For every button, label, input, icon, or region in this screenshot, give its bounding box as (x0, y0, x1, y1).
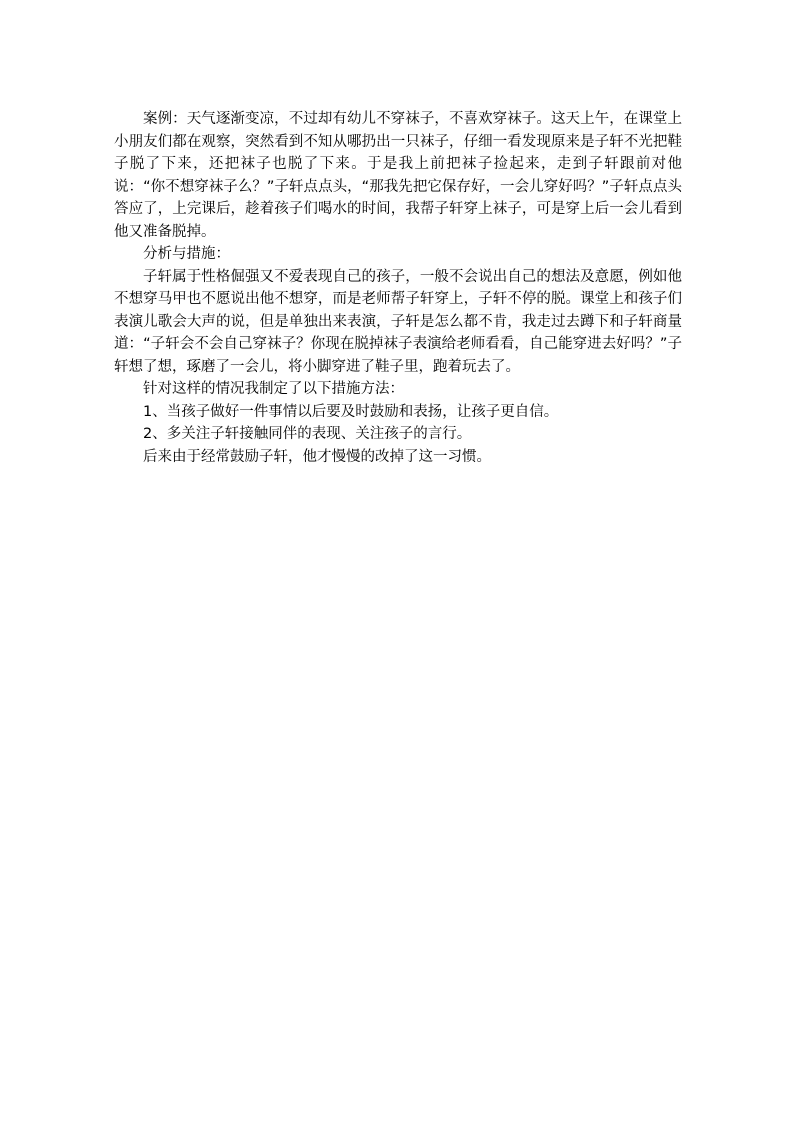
document-body (114, 108, 682, 468)
case-paragraph: 案例：天气逐渐变凉，不过却有幼儿不穿袜子，不喜欢穿袜子。这天上午，在课堂上小朋友们都在观察，突然看到不知从哪扔出一只袜子，仔细一看发现原来是子轩不光把鞋子脱了下来，还把袜子也脱了下来。于是我上前把袜子捡起来，走到子轩跟前对他说：“你不想穿袜子么？”子轩点点头，“那我先把它保存好，一会儿穿好吗？”子轩点点头答应了，上完课后，趁着孩子们喝水的时间，我帮子轩穿上袜子，可是穿上后一会儿看到他又准备脱掉。 (114, 111, 682, 240)
measure-item-2: 2、多关注子轩接触同伴的表现、关注孩子的言行。 (143, 426, 472, 442)
measure-item-1: 1、当孩子做好一件事情以后要及时鼓励和表扬，让孩子更自信。 (143, 403, 559, 420)
conclusion-paragraph: 后来由于经常鼓励子轩，他才慢慢的改掉了这一习惯。 (143, 448, 491, 465)
analysis-paragraph: 子轩属于性格倔强又不爱表现自己的孩子，一般不会说出自己的想法及意愿，例如他不想穿马甲也不愿说出他不想穿，而是老师帮子轩穿上，子轩不停的脱。课堂上和孩子们表演儿歌会大声的说，但是单独出来表演，子轩是怎么都不肯，我走过去蹲下和子轩商量道：“子轩会不会自己穿袜子？你现在脱掉袜子表演给老师看看，自己能穿进去好吗？”子轩想了想，琢磨了一会儿，将小脚穿进了鞋子里，跑着玩去了。 (114, 268, 682, 375)
analysis-heading: 分析与措施： (143, 246, 230, 262)
measures-intro: 针对这样的情况我制定了以下措施方法： (143, 381, 404, 397)
